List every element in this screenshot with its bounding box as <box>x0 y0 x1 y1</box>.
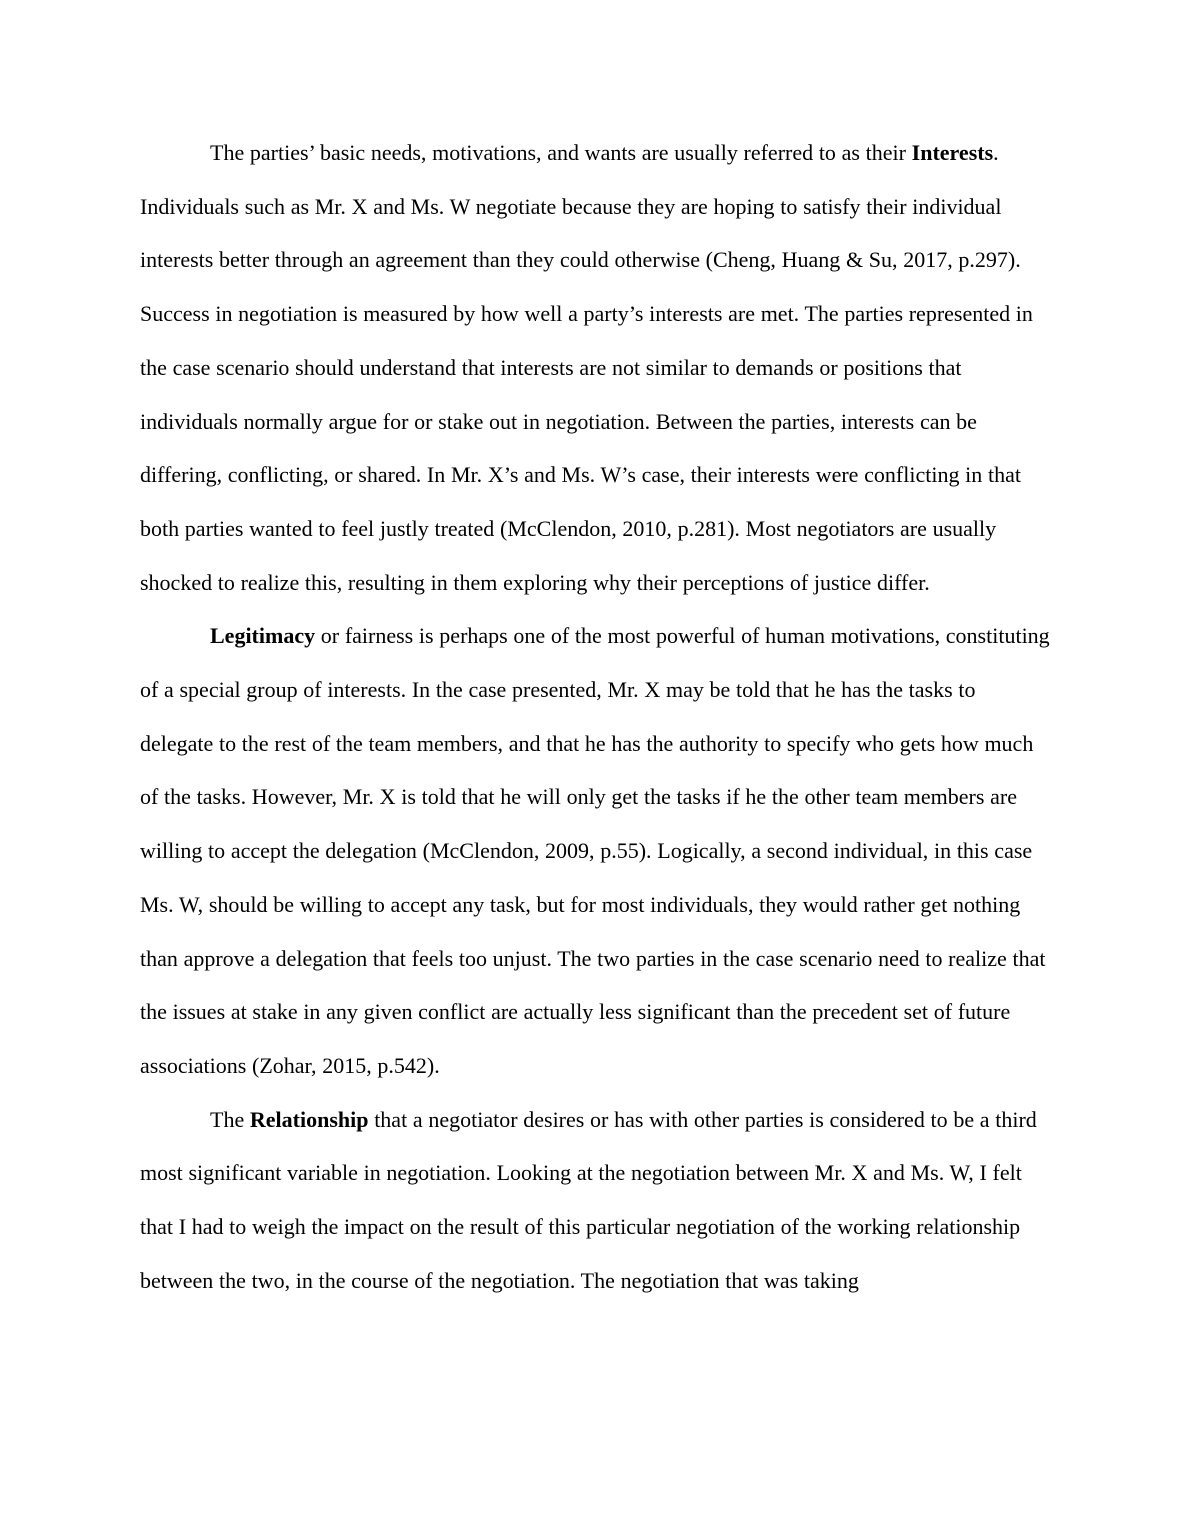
paragraph-lead-text: The <box>210 1106 250 1132</box>
paragraph-body-text: . Individuals such as Mr. X and Ms. W negotiate because they are hoping to satisfy their individual interests better through an agreement than they could otherwise (Cheng, Huang & Su, 2017, p.297). Success in negotiation is measured by how well a party’s interests are met. The parties represented in the case scenario should understand that interests are not similar to demands or positions that individuals normally argue for or stake out in negotiation. Between the parties, interests can be differing, conflicting, or shared. In Mr. X’s and Ms. W’s case, their interests were conflicting in that both parties wanted to feel justly treated (McClendon, 2010, p.281). Most negotiators are usually shocked to realize this, resulting in them exploring why their perceptions of justice differ. <box>140 140 1033 595</box>
paragraph-body-text: that a negotiator desires or has with other parties is considered to be a third most significant variable in negotiation. Looking at the negotiation between Mr. X and Ms. W, I felt that I had to weigh the impact on the result of this particular negotiation of the working relationship between the two, in the course of the negotiation. The negotiation that was taking <box>140 1106 1037 1293</box>
paragraph-relationship <box>140 1093 1052 1308</box>
paragraph-interests <box>140 126 1052 609</box>
paragraph-legitimacy <box>140 609 1052 1092</box>
term-interests: Interests <box>911 140 994 165</box>
paragraph-body-text: or fairness is perhaps one of the most powerful of human motivations, constituting of a special group of interests. In the case presented, Mr. X may be told that he has the tasks to delegate to the rest of the team members, and that he has the authority to specify who gets how much of the tasks. However, Mr. X is told that he will only get the tasks if he the other team members are willing to accept the delegation (McClendon, 2009, p.55). Logically, a second individual, in this case Ms. W, should be willing to accept any task, but for most individuals, they would rather get nothing than approve a delegation that feels too unjust. The two parties in the case scenario need to realize that the issues at stake in any given conflict are actually less significant than the precedent set of future associations (Zohar, 2015, p.542). <box>140 623 1050 1078</box>
term-legitimacy: Legitimacy <box>210 623 316 649</box>
term-relationship: Relationship <box>249 1106 369 1132</box>
paragraph-lead-text: The parties’ basic needs, motivations, and wants are usually referred to as their <box>210 140 912 165</box>
document-body <box>140 126 1052 1307</box>
